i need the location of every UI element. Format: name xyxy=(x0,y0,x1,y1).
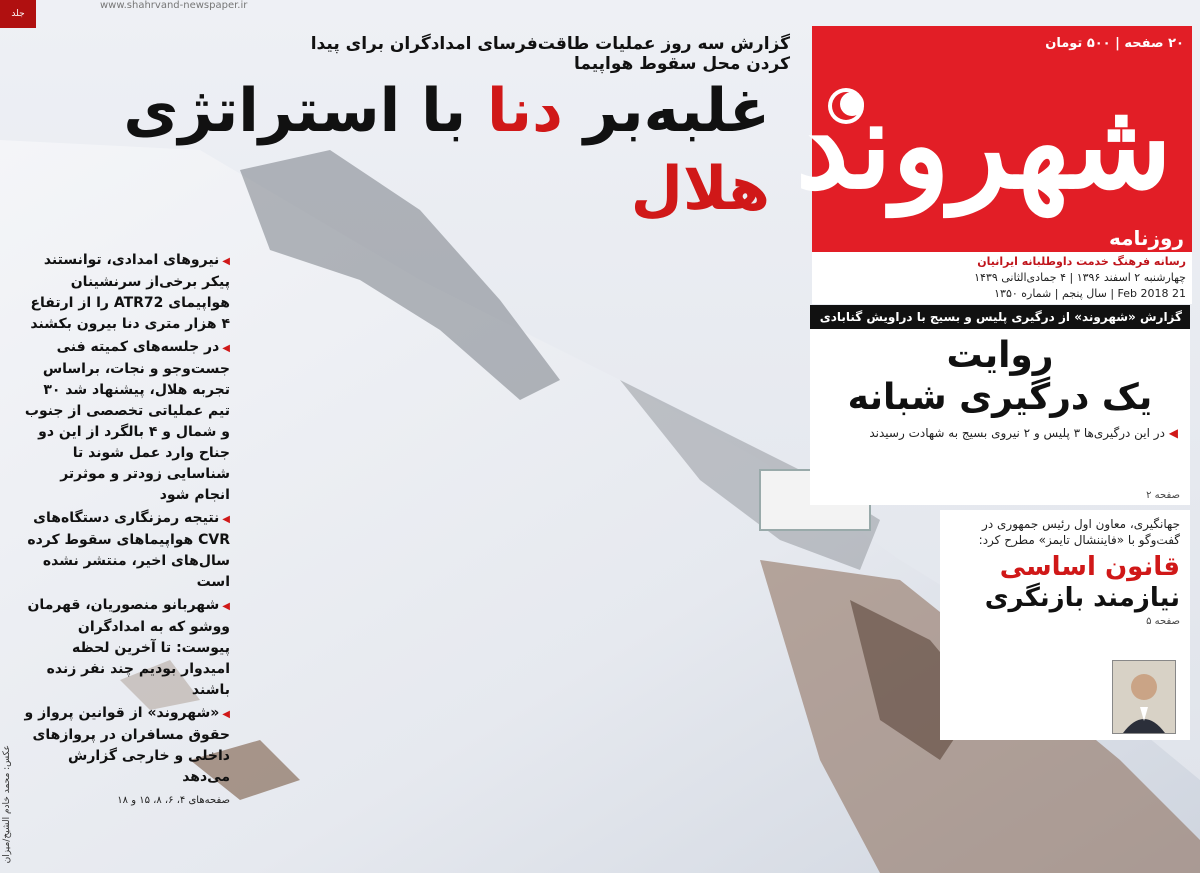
newspaper-label: روزنامه xyxy=(1109,226,1184,250)
left-item-text: «شهروند» از قوانین پرواز و حقوق مسافران در پروازهای داخلی و خارجی گزارش می‌دهد xyxy=(24,705,230,785)
story-body xyxy=(810,419,1190,441)
dateline xyxy=(812,252,1192,304)
left-item-4 xyxy=(20,595,230,701)
bullet-icon: ◀ xyxy=(222,601,230,612)
left-page-ref: صفحه‌های ۴، ۶، ۸، ۱۵ و ۱۸ xyxy=(117,795,230,806)
story-box-dervish xyxy=(810,305,1190,505)
bullet-icon: ◀ xyxy=(222,514,230,525)
main-headline xyxy=(50,72,770,228)
bullet-icon: ◀ xyxy=(222,343,230,354)
story-page-ref: صفحه ۲ xyxy=(1146,490,1180,501)
story2-title-red: قانون اساسی xyxy=(999,552,1180,582)
left-item-3 xyxy=(20,508,230,593)
left-item-text: نیروهای امدادی، توانستند پیکر برخی‌از سرنشینان هواپیمای ATR72 را از ارتفاع ۴ هزار متری دنا بیرون بکشند xyxy=(30,252,230,332)
story2-body: جهانگیری، معاون اول رئیس جمهوری در گفت‌وگو با «فایننشال تایمز» مطرح کرد: xyxy=(978,517,1180,547)
left-item-text: نتیجه رمزنگاری دستگاه‌های CVR هواپیماهای سقوط کرده سال‌های اخیر، منتشر نشده است xyxy=(27,510,230,590)
story2-title-black: نیازمند بازنگری xyxy=(984,583,1180,613)
left-item-text: در جلسه‌های کمیته فنی جست‌وجو و نجات، براساس تجربه هلال، پیشنهاد شد ۳۰ تیم عملیاتی تخصصی از جنوب و شمال و ۴ بالگرد از این دو جناح وارد عمل شوند تا شناسایی زودتر و موثرتر انجام شود xyxy=(24,339,230,503)
story-kicker: گزارش «شهروند» از درگیری پلیس و بسیج با دراویش گنابادی xyxy=(810,305,1190,329)
headline-red-1: دنا xyxy=(487,76,563,146)
story-title-line2: یک درگیری شبانه xyxy=(847,377,1153,418)
website-url: www.shahrvand-newspaper.ir xyxy=(100,0,248,11)
left-item-text: شهربانو منصوریان، قهرمان ووشو که به امدادگران پیوست: تا آخرین لحظه امیدوار بودیم چند نفر زنده باشند xyxy=(27,597,230,698)
slogan: رسانه فرهنگ خدمت داوطلبانه ایرانیان xyxy=(977,255,1186,268)
left-news-column xyxy=(20,250,230,811)
photo-credit: عکس: محمد خادم الشیخ/میزان xyxy=(2,744,12,863)
left-item-2 xyxy=(20,337,230,506)
headline-part2: با استراتژی xyxy=(123,76,488,146)
left-item-1 xyxy=(20,250,230,335)
story-body-text: در این درگیری‌ها ۳ پلیس و ۲ نیروی بسیج به شهادت رسیدند xyxy=(869,426,1165,440)
headline-red-2: هلال xyxy=(630,154,770,224)
story-title xyxy=(810,335,1190,419)
story-box-constitution xyxy=(940,510,1190,740)
headline-part1: غلبه‌بر xyxy=(562,76,770,146)
story2-page-ref: صفحه ۵ xyxy=(1146,616,1180,627)
price-pages: ۲۰ صفحه | ۵۰۰ تومان xyxy=(1045,36,1184,51)
bullet-icon: ◀ xyxy=(222,709,230,720)
dateline-2: 21 Feb 2018 | سال پنجم | شماره ۱۳۵۰ xyxy=(994,287,1186,300)
main-kicker: گزارش سه روز عملیات طاقت‌فرسای امدادگران برای پیدا کردن محل سقوط هواپیما xyxy=(310,34,790,74)
bullet-icon: ◀ xyxy=(1168,426,1178,440)
story-title-line1: روایت xyxy=(946,335,1054,376)
newspaper-logo: شهروند xyxy=(795,75,1172,216)
left-item-5 xyxy=(20,703,230,788)
dateline-1: چهارشنبه ۲ اسفند ۱۳۹۶ | ۴ جمادی‌الثانی ۱۴۳۹ xyxy=(974,271,1186,284)
bullet-icon: ◀ xyxy=(222,256,230,267)
corner-tag: جلد xyxy=(0,0,36,28)
portrait-photo xyxy=(1112,660,1176,734)
person-icon xyxy=(1113,661,1175,733)
